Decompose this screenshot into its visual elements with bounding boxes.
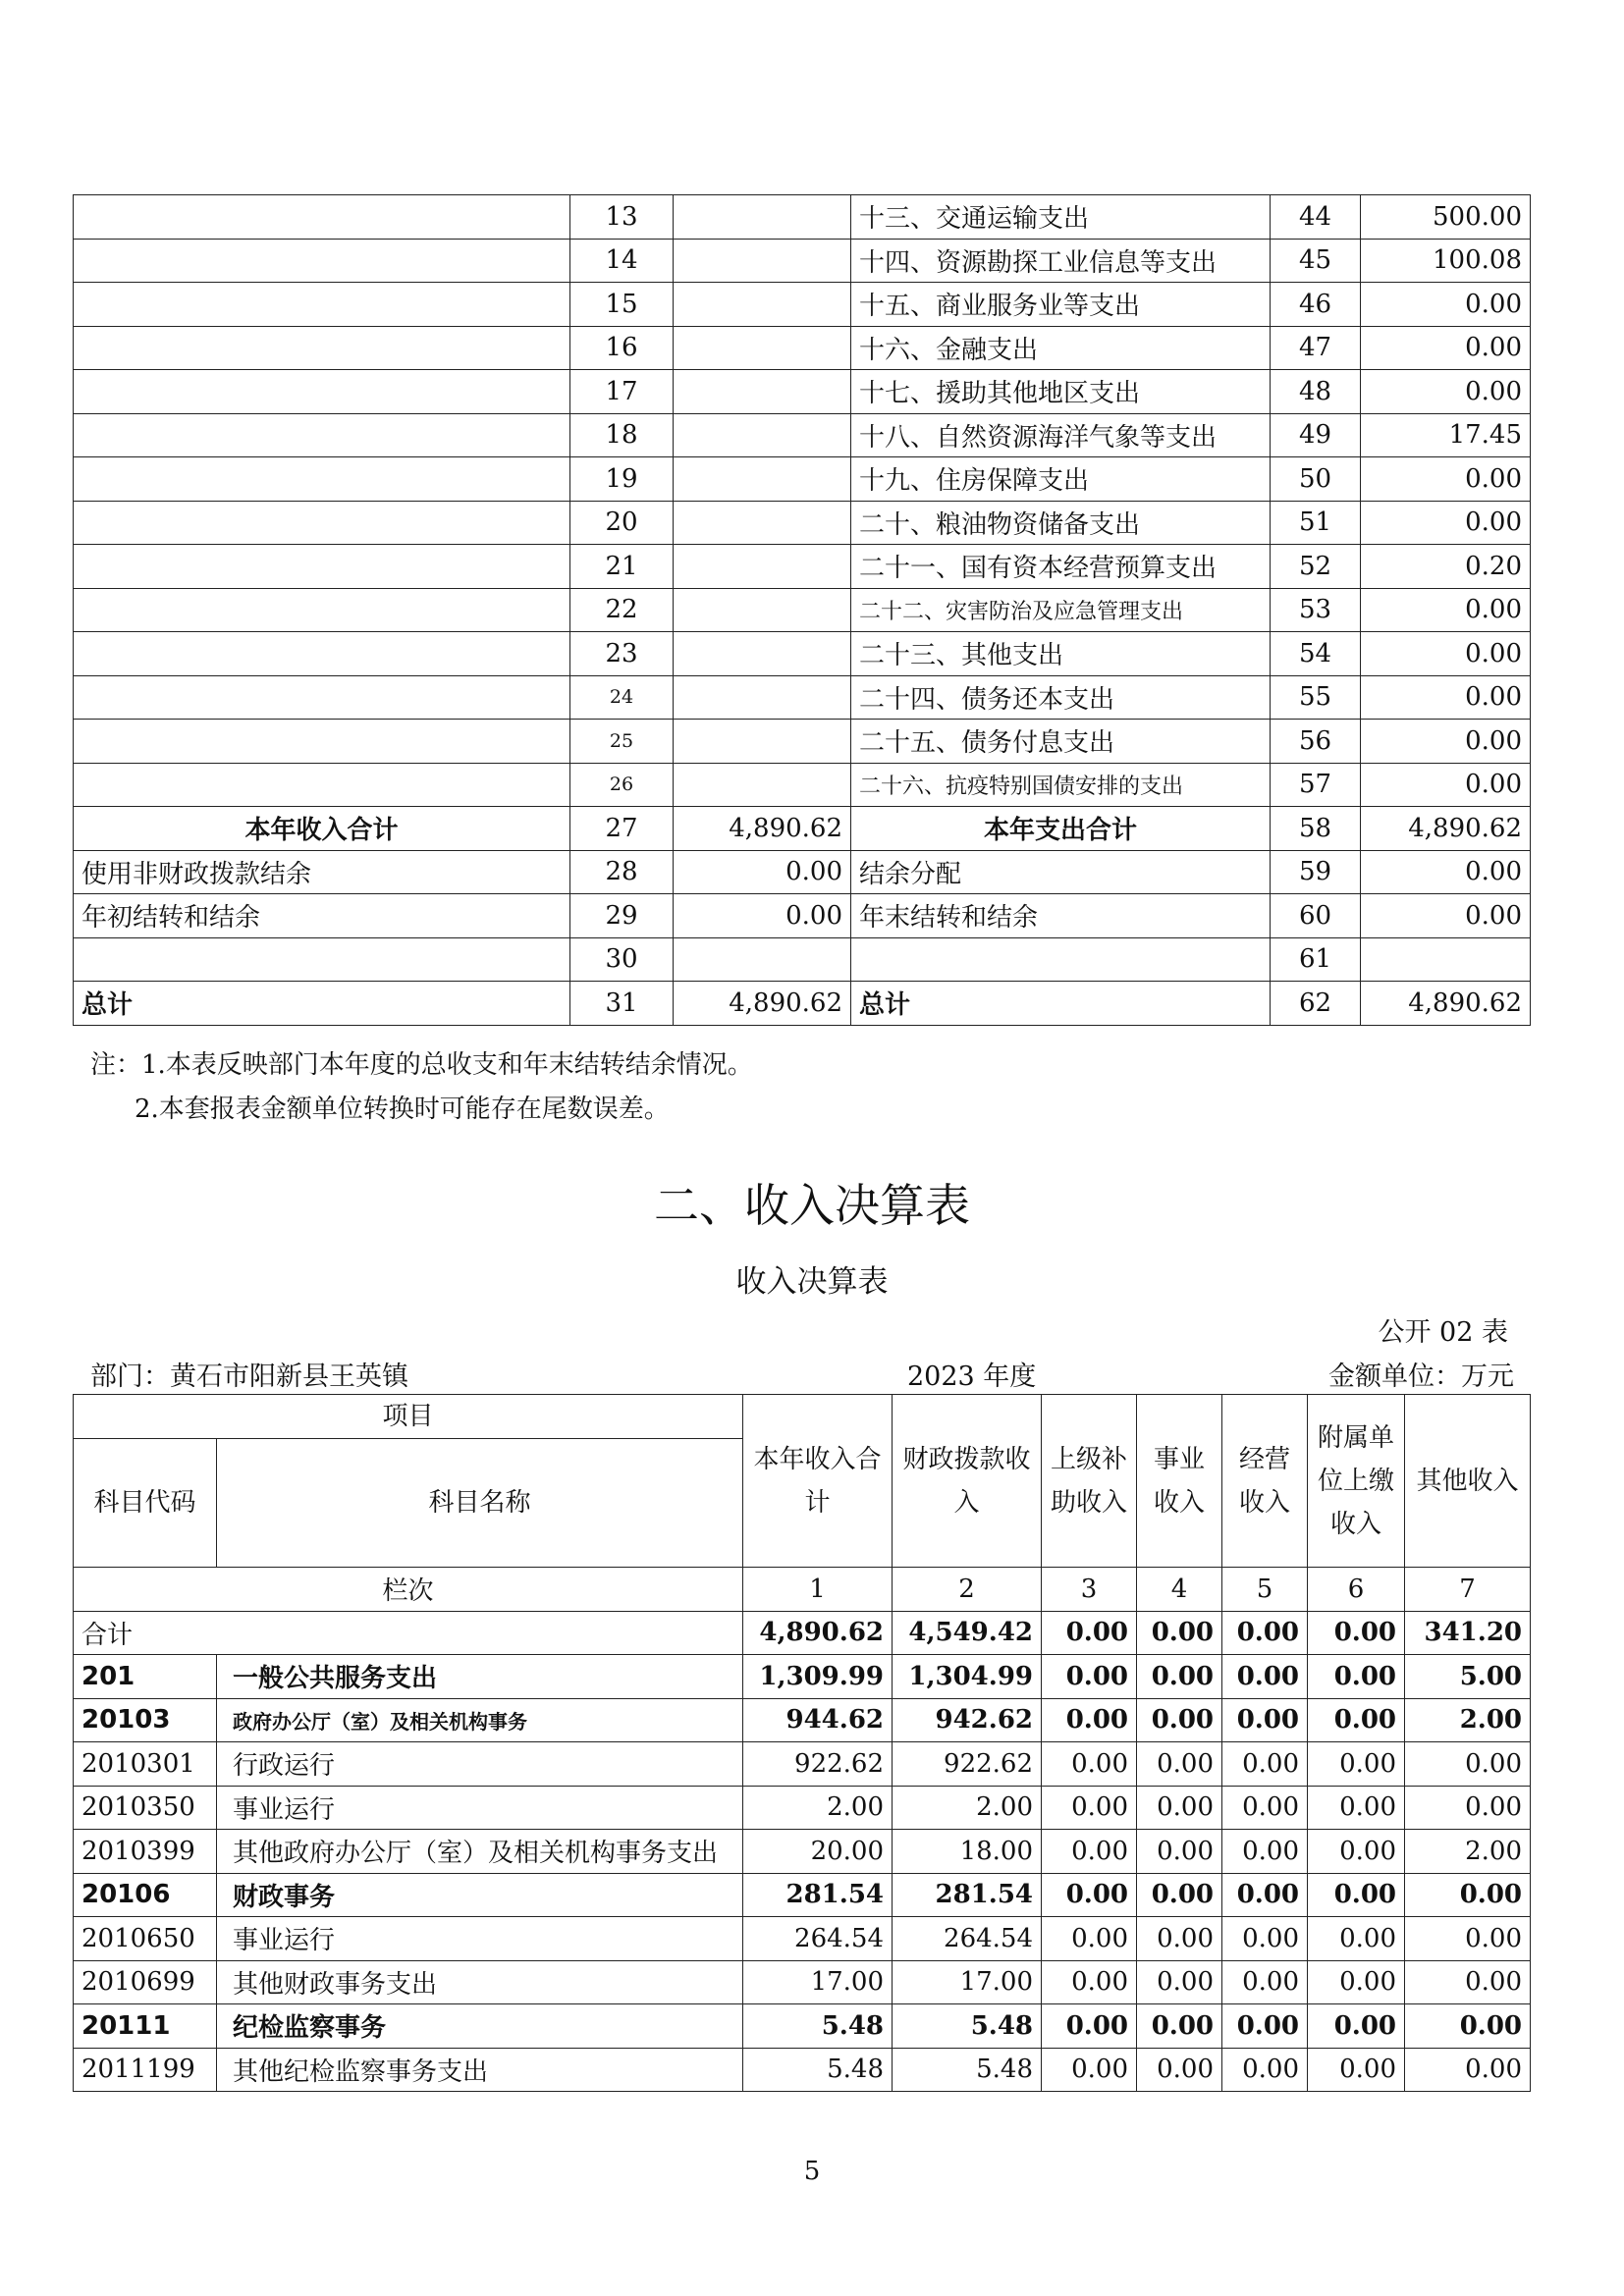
left-item-cell [74,763,570,807]
amount-cell: 0.00 [1137,2004,1222,2049]
left-amount-cell [674,720,851,764]
header-col-7: 其他收入 [1405,1395,1531,1568]
right-line-no-cell: 54 [1271,632,1361,676]
right-line-no-cell: 48 [1271,370,1361,414]
left-item-cell [74,937,570,982]
table-row [74,545,1531,589]
right-line-no-cell: 45 [1271,239,1361,283]
subject-code-cell: 201 [74,1655,217,1699]
subject-name-cell: 财政事务 [217,1873,743,1917]
left-line-no-cell: 25 [570,720,674,764]
left-item-cell [74,239,570,283]
amount-cell: 0.00 [1137,1917,1222,1961]
amount-cell: 281.54 [893,1873,1042,1917]
left-amount-cell [674,326,851,370]
amount-cell: 281.54 [743,1873,893,1917]
amount-cell: 0.00 [1308,1830,1405,1874]
table-row [74,195,1531,240]
left-line-no-cell: 21 [570,545,674,589]
amount-cell: 0.00 [1042,2004,1137,2049]
left-amount-cell [674,239,851,283]
amount-cell: 0.00 [1405,1960,1531,2004]
right-line-no-cell: 58 [1271,807,1361,851]
amount-cell: 5.48 [743,2004,893,2049]
amount-cell: 922.62 [893,1742,1042,1787]
subject-name-cell: 一般公共服务支出 [217,1655,743,1699]
left-line-no-cell: 14 [570,239,674,283]
right-amount-cell: 0.00 [1361,763,1531,807]
col-num-1: 1 [743,1568,893,1612]
subject-name-cell: 行政运行 [217,1742,743,1787]
table-row [74,982,1531,1026]
amount-cell: 0.00 [1137,1830,1222,1874]
right-item-cell: 十五、商业服务业等支出 [851,283,1271,327]
right-line-no-cell: 50 [1271,457,1361,502]
right-item-cell: 二十四、债务还本支出 [851,675,1271,720]
right-line-no-cell: 62 [1271,982,1361,1026]
amount-cell: 0.00 [1137,1742,1222,1787]
table-code: 公开 02 表 [1378,1317,1508,1348]
left-item-cell [74,545,570,589]
left-amount-cell [674,937,851,982]
left-line-no-cell: 13 [570,195,674,240]
total-value: 0.00 [1042,1611,1137,1655]
left-item-cell [74,501,570,545]
header-col-2: 财政拨款收入 [893,1395,1042,1568]
left-item-cell [74,326,570,370]
header-col-5: 经营收入 [1222,1395,1308,1568]
right-line-no-cell: 56 [1271,720,1361,764]
page-number: 5 [803,2157,821,2186]
amount-cell: 0.00 [1405,2004,1531,2049]
income-final-accounts-table [73,1394,1531,2092]
left-item-cell [74,283,570,327]
table-row [74,1786,1531,1830]
left-item-cell: 本年收入合计 [74,807,570,851]
table-row [74,720,1531,764]
col-num-6: 6 [1308,1568,1405,1612]
left-amount-cell: 4,890.62 [674,807,851,851]
amount-cell: 2.00 [893,1786,1042,1830]
table-row [74,1960,1531,2004]
right-item-cell [851,937,1271,982]
right-line-no-cell: 57 [1271,763,1361,807]
col-num-4: 4 [1137,1568,1222,1612]
table-row [74,501,1531,545]
header-item: 项目 [74,1395,743,1439]
total-value: 0.00 [1222,1611,1308,1655]
subject-code-cell: 2011199 [74,2048,217,2092]
right-item-cell: 二十六、抗疫特别国债安排的支出 [851,763,1271,807]
table-row [74,326,1531,370]
amount-cell: 0.00 [1042,1786,1137,1830]
col-num-5: 5 [1222,1568,1308,1612]
amount-cell: 2.00 [1405,1830,1531,1874]
left-item-cell [74,413,570,457]
right-amount-cell: 0.20 [1361,545,1531,589]
left-amount-cell [674,763,851,807]
left-item-cell: 总计 [74,982,570,1026]
amount-cell: 5.48 [893,2048,1042,2092]
left-item-cell: 年初结转和结余 [74,894,570,938]
header-col-3: 上级补助收入 [1042,1395,1137,1568]
header-lanci: 栏次 [74,1568,743,1612]
right-item-cell: 年末结转和结余 [851,894,1271,938]
table-row [74,807,1531,851]
amount-cell: 0.00 [1222,1830,1308,1874]
right-item-cell: 二十、粮油物资储备支出 [851,501,1271,545]
left-amount-cell [674,457,851,502]
right-amount-cell: 4,890.62 [1361,982,1531,1026]
header-col-1: 本年收入合计 [743,1395,893,1568]
table-notes [90,1043,753,1132]
right-line-no-cell: 44 [1271,195,1361,240]
right-amount-cell: 0.00 [1361,370,1531,414]
left-item-cell [74,720,570,764]
amount-cell: 1,304.99 [893,1655,1042,1699]
right-amount-cell: 0.00 [1361,720,1531,764]
right-line-no-cell: 60 [1271,894,1361,938]
left-line-no-cell: 31 [570,982,674,1026]
amount-cell: 0.00 [1308,2048,1405,2092]
total-label: 合计 [74,1611,743,1655]
left-item-cell [74,675,570,720]
table-row [74,763,1531,807]
right-item-cell: 十八、自然资源海洋气象等支出 [851,413,1271,457]
table-title: 收入决算表 [735,1264,889,1300]
left-amount-cell [674,283,851,327]
left-line-no-cell: 28 [570,850,674,894]
section-title: 二、收入决算表 [654,1179,970,1232]
total-value: 341.20 [1405,1611,1531,1655]
amount-cell: 0.00 [1137,1786,1222,1830]
table-row [74,937,1531,982]
right-amount-cell: 0.00 [1361,588,1531,632]
right-line-no-cell: 61 [1271,937,1361,982]
amount-cell: 0.00 [1222,2004,1308,2049]
right-item-cell: 十六、金融支出 [851,326,1271,370]
amount-cell: 2.00 [1405,1698,1531,1742]
right-line-no-cell: 52 [1271,545,1361,589]
left-line-no-cell: 18 [570,413,674,457]
subject-code-cell: 20103 [74,1698,217,1742]
amount-cell: 0.00 [1308,1873,1405,1917]
right-line-no-cell: 46 [1271,283,1361,327]
amount-cell: 942.62 [893,1698,1042,1742]
amount-cell: 0.00 [1042,1960,1137,2004]
header-code: 科目代码 [74,1439,217,1568]
right-amount-cell: 100.08 [1361,239,1531,283]
right-item-cell: 十三、交通运输支出 [851,195,1271,240]
total-value: 0.00 [1137,1611,1222,1655]
note-2: 2.本套报表金额单位转换时可能存在尾数误差。 [135,1095,670,1124]
amount-cell: 0.00 [1222,1786,1308,1830]
table-row [74,850,1531,894]
subject-name-cell: 事业运行 [217,1917,743,1961]
subject-code-cell: 2010399 [74,1830,217,1874]
amount-cell: 0.00 [1042,1742,1137,1787]
right-item-cell: 十九、住房保障支出 [851,457,1271,502]
total-value: 4,890.62 [743,1611,893,1655]
left-line-no-cell: 20 [570,501,674,545]
table-row [74,1830,1531,1874]
amount-cell: 0.00 [1405,1917,1531,1961]
table-row [74,1873,1531,1917]
amount-cell: 944.62 [743,1698,893,1742]
left-amount-cell [674,675,851,720]
right-line-no-cell: 59 [1271,850,1361,894]
amount-cell: 17.00 [743,1960,893,2004]
amount-cell: 0.00 [1222,1742,1308,1787]
amount-cell: 264.54 [743,1917,893,1961]
amount-cell: 18.00 [893,1830,1042,1874]
left-item-cell: 使用非财政拨款结余 [74,850,570,894]
subject-code-cell: 2010699 [74,1960,217,2004]
amount-cell: 5.48 [743,2048,893,2092]
right-line-no-cell: 53 [1271,588,1361,632]
left-line-no-cell: 30 [570,937,674,982]
left-amount-cell [674,588,851,632]
amount-cell: 20.00 [743,1830,893,1874]
right-line-no-cell: 51 [1271,501,1361,545]
amount-cell: 0.00 [1042,1655,1137,1699]
right-amount-cell: 0.00 [1361,632,1531,676]
right-line-no-cell: 47 [1271,326,1361,370]
total-value: 0.00 [1308,1611,1405,1655]
amount-cell: 0.00 [1137,1960,1222,2004]
amount-cell: 0.00 [1308,1742,1405,1787]
amount-cell: 5.00 [1405,1655,1531,1699]
right-amount-cell: 0.00 [1361,326,1531,370]
amount-cell: 0.00 [1405,1786,1531,1830]
fiscal-year: 2023 年度 [907,1362,1037,1392]
col-num-3: 3 [1042,1568,1137,1612]
table-row [74,413,1531,457]
table-row [74,1742,1531,1787]
subject-code-cell: 2010350 [74,1786,217,1830]
amount-cell: 0.00 [1222,2048,1308,2092]
right-item-cell: 二十一、国有资本经营预算支出 [851,545,1271,589]
right-amount-cell: 0.00 [1361,675,1531,720]
left-line-no-cell: 26 [570,763,674,807]
left-amount-cell [674,413,851,457]
subject-code-cell: 20106 [74,1873,217,1917]
department-label: 部门：黄石市阳新县王英镇 [90,1362,408,1392]
amount-cell: 0.00 [1308,1960,1405,2004]
table-row [74,1917,1531,1961]
subject-name-cell: 事业运行 [217,1786,743,1830]
right-amount-cell: 4,890.62 [1361,807,1531,851]
left-line-no-cell: 16 [570,326,674,370]
right-item-cell: 结余分配 [851,850,1271,894]
amount-cell: 0.00 [1137,2048,1222,2092]
left-item-cell [74,370,570,414]
amount-cell: 2.00 [743,1786,893,1830]
total-value: 4,549.42 [893,1611,1042,1655]
amount-cell: 5.48 [893,2004,1042,2049]
right-amount-cell: 0.00 [1361,850,1531,894]
table-row [74,457,1531,502]
amount-cell: 0.00 [1222,1873,1308,1917]
amount-cell: 0.00 [1308,1655,1405,1699]
col-num-7: 7 [1405,1568,1531,1612]
amount-cell: 1,309.99 [743,1655,893,1699]
subject-code-cell: 2010650 [74,1917,217,1961]
table-row [74,1655,1531,1699]
subject-code-cell: 2010301 [74,1742,217,1787]
amount-cell: 0.00 [1042,1830,1137,1874]
amount-cell: 264.54 [893,1917,1042,1961]
left-item-cell [74,195,570,240]
left-item-cell [74,632,570,676]
amount-cell: 0.00 [1405,1873,1531,1917]
table-row [74,239,1531,283]
subject-name-cell: 其他财政事务支出 [217,1960,743,2004]
header-col-6: 附属单位上缴收入 [1308,1395,1405,1568]
amount-cell: 0.00 [1137,1873,1222,1917]
table-row [74,283,1531,327]
left-line-no-cell: 17 [570,370,674,414]
left-line-no-cell: 24 [570,675,674,720]
amount-cell: 0.00 [1222,1698,1308,1742]
amount-cell: 0.00 [1308,1786,1405,1830]
left-line-no-cell: 27 [570,807,674,851]
amount-cell: 0.00 [1405,1742,1531,1787]
left-amount-cell [674,501,851,545]
right-line-no-cell: 55 [1271,675,1361,720]
col-num-2: 2 [893,1568,1042,1612]
right-item-cell: 本年支出合计 [851,807,1271,851]
left-line-no-cell: 29 [570,894,674,938]
left-line-no-cell: 23 [570,632,674,676]
amount-cell: 0.00 [1308,1917,1405,1961]
right-item-cell: 二十二、灾害防治及应急管理支出 [851,588,1271,632]
table-row [74,1698,1531,1742]
amount-cell: 0.00 [1405,2048,1531,2092]
amount-cell: 17.00 [893,1960,1042,2004]
amount-cell: 0.00 [1222,1960,1308,2004]
left-amount-cell [674,545,851,589]
table-row [74,675,1531,720]
right-item-cell: 十四、资源勘探工业信息等支出 [851,239,1271,283]
header-col-4: 事业收入 [1137,1395,1222,1568]
left-amount-cell [674,370,851,414]
amount-cell: 0.00 [1308,1698,1405,1742]
amount-cell: 0.00 [1137,1655,1222,1699]
left-amount-cell: 0.00 [674,850,851,894]
right-line-no-cell: 49 [1271,413,1361,457]
table-row [74,2004,1531,2049]
amount-cell: 0.00 [1222,1917,1308,1961]
left-item-cell [74,588,570,632]
left-line-no-cell: 22 [570,588,674,632]
subject-name-cell: 政府办公厅（室）及相关机构事务 [217,1698,743,1742]
right-amount-cell [1361,937,1531,982]
subject-name-cell: 其他纪检监察事务支出 [217,2048,743,2092]
amount-cell: 0.00 [1042,1698,1137,1742]
left-line-no-cell: 15 [570,283,674,327]
amount-cell: 0.00 [1137,1698,1222,1742]
amount-cell: 922.62 [743,1742,893,1787]
amount-cell: 0.00 [1222,1655,1308,1699]
amount-cell: 0.00 [1042,1873,1137,1917]
right-amount-cell: 500.00 [1361,195,1531,240]
income-expense-summary-table [73,194,1531,1026]
right-amount-cell: 17.45 [1361,413,1531,457]
note-1: 注：1.本表反映部门本年度的总收支和年末结转结余情况。 [90,1050,753,1080]
table-row [74,588,1531,632]
table-row [74,894,1531,938]
right-item-cell: 总计 [851,982,1271,1026]
amount-cell: 0.00 [1042,1917,1137,1961]
subject-code-cell: 20111 [74,2004,217,2049]
right-item-cell: 十七、援助其他地区支出 [851,370,1271,414]
amount-cell: 0.00 [1042,2048,1137,2092]
right-amount-cell: 0.00 [1361,457,1531,502]
left-amount-cell [674,195,851,240]
left-amount-cell [674,632,851,676]
left-amount-cell: 4,890.62 [674,982,851,1026]
table-row [74,2048,1531,2092]
right-item-cell: 二十三、其他支出 [851,632,1271,676]
amount-unit: 金额单位：万元 [1328,1362,1514,1392]
amount-cell: 0.00 [1308,2004,1405,2049]
left-item-cell [74,457,570,502]
left-line-no-cell: 19 [570,457,674,502]
right-amount-cell: 0.00 [1361,894,1531,938]
header-name: 科目名称 [217,1439,743,1568]
table-row [74,370,1531,414]
table-row [74,632,1531,676]
subject-name-cell: 纪检监察事务 [217,2004,743,2049]
subject-name-cell: 其他政府办公厅（室）及相关机构事务支出 [217,1830,743,1874]
left-amount-cell: 0.00 [674,894,851,938]
right-amount-cell: 0.00 [1361,283,1531,327]
right-item-cell: 二十五、债务付息支出 [851,720,1271,764]
right-amount-cell: 0.00 [1361,501,1531,545]
